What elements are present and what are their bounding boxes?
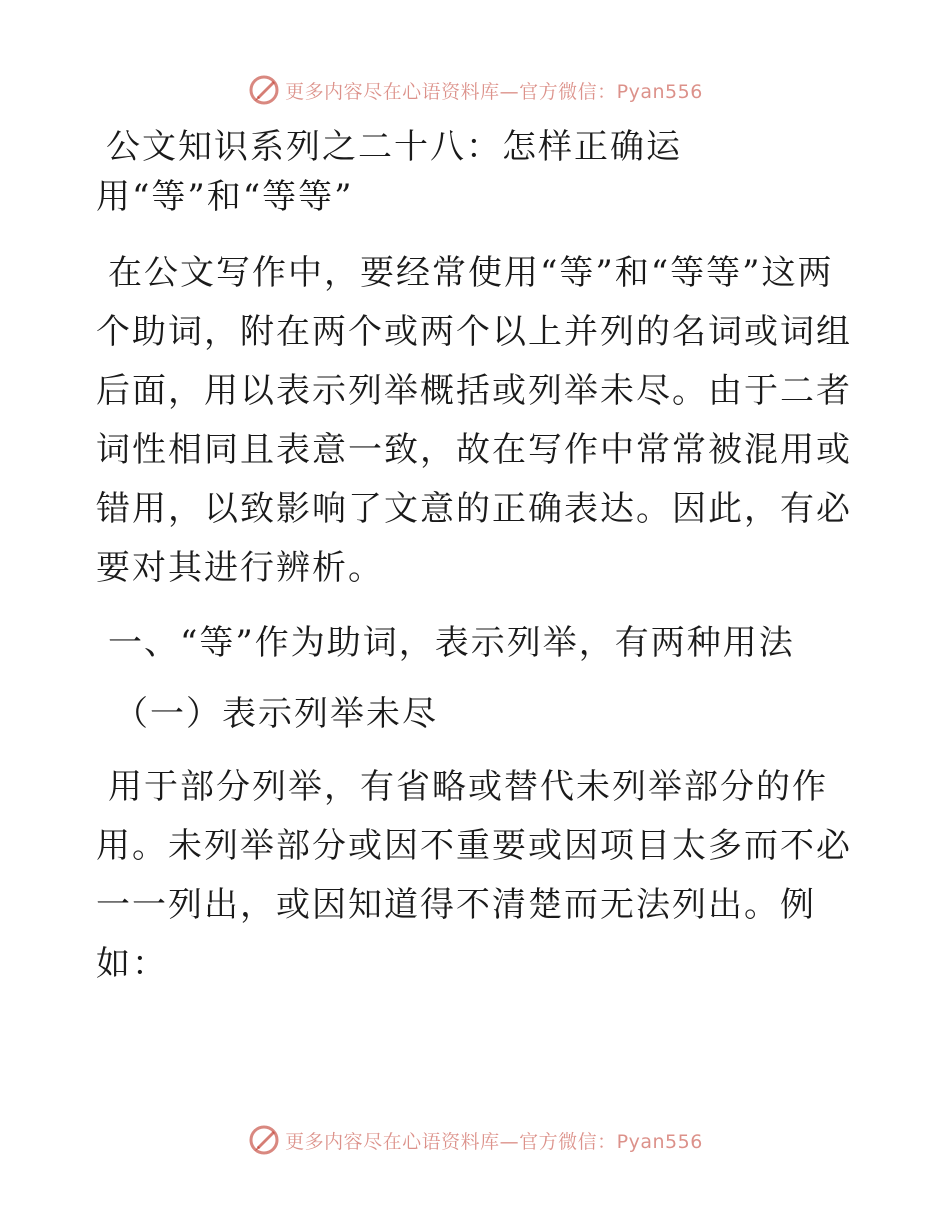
body-paragraph: 用于部分列举，有省略或替代未列举部分的作用。未列举部分或因不重要或因项目太多而不必一一列出，或因知道得不清楚而无法列出。例如： — [96, 767, 852, 984]
subsection-heading-1: （一）表示列举未尽 — [114, 694, 438, 734]
title-line-2: 用“等”和“等等” — [96, 177, 354, 217]
section-heading-1: 一、“等”作为助词，表示列举，有两种用法 — [108, 623, 795, 663]
intro-paragraph: 在公文写作中，要经常使用“等”和“等等”这两个助词，附在两个或两个以上并列的名词或词组后面，用以表示列举概括或列举未尽。由于二者词性相同且表意一致，故在写作中常常被混用或错用，以致影响了文意的正确表达。因此，有必要对其进行辨析。 — [96, 253, 852, 588]
watermark-header — [0, 70, 950, 110]
watermark-text: 更多内容尽在心语资料库—官方微信：Pyan556 — [285, 1130, 703, 1153]
quill-seal-icon — [247, 1123, 281, 1157]
watermark-footer — [0, 1120, 950, 1160]
document-body — [96, 122, 856, 994]
watermark-text: 更多内容尽在心语资料库—官方微信：Pyan556 — [285, 80, 703, 103]
title-line-1: 公文知识系列之二十八：怎样正确运 — [106, 127, 682, 167]
document-title — [96, 122, 856, 222]
quill-seal-icon — [247, 73, 281, 107]
